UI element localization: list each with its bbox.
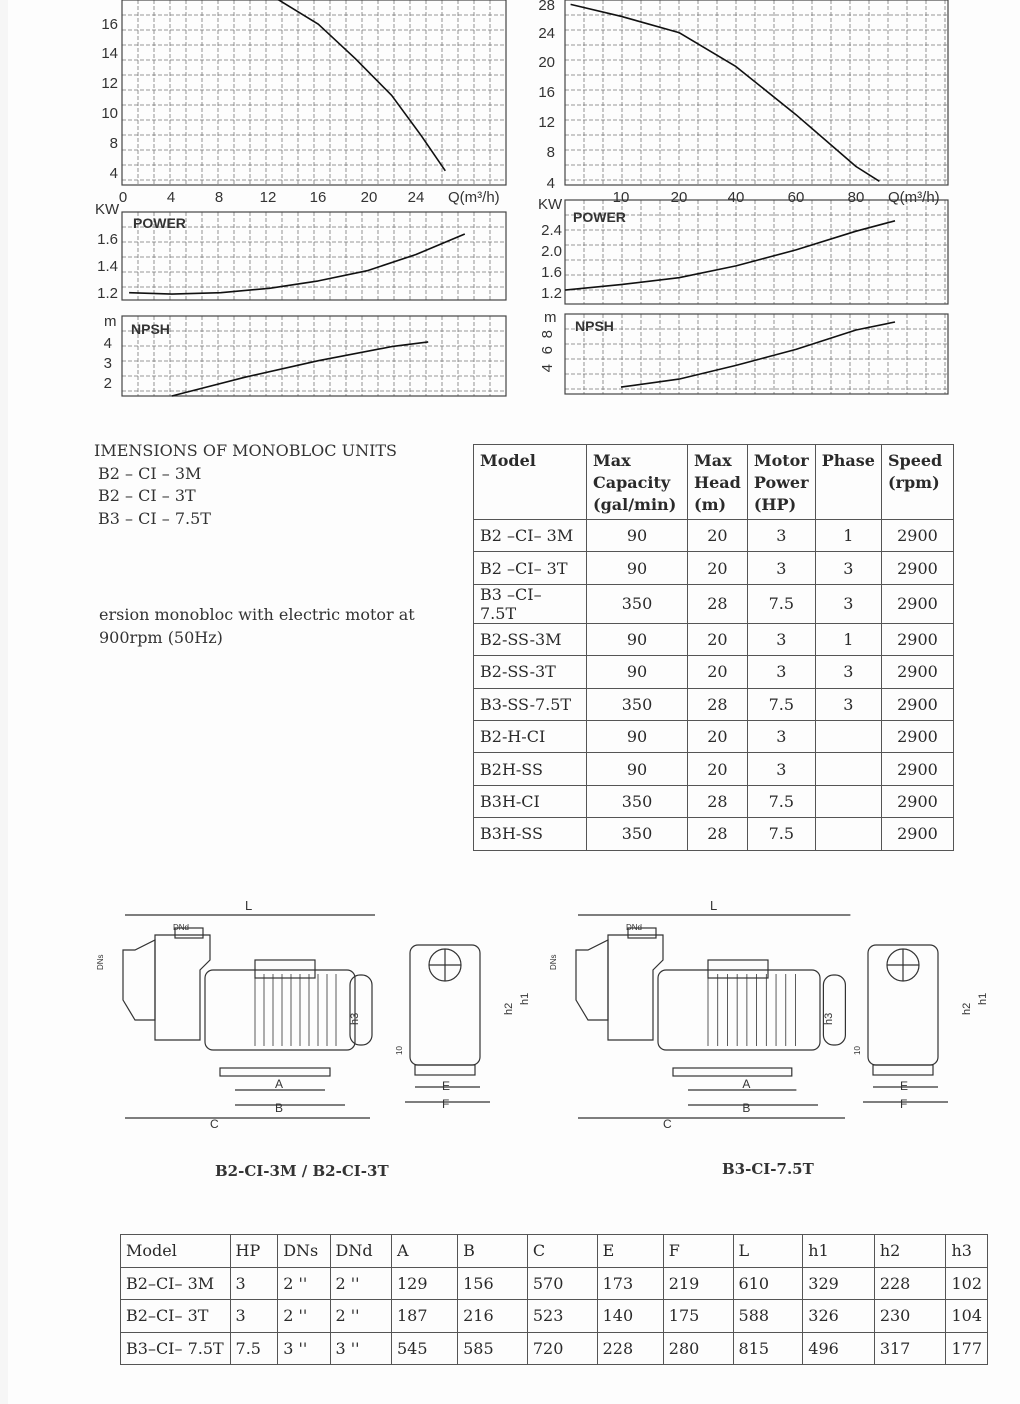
table-cell: 585 [458,1332,528,1365]
table-cell: 7.5 [747,688,815,720]
terminal-box [708,960,768,978]
model-line: B3 – CI – 7.5T [98,508,211,528]
y-tick-label: 12 [538,114,555,131]
dimension-label: E [900,1079,909,1093]
y-tick-label: 4 [103,335,112,352]
series-line [565,221,895,290]
column-header: h1 [803,1235,875,1268]
column-header: h3 [946,1235,988,1268]
table-cell: 90 [587,552,688,584]
series-line [571,4,880,181]
dimension-label: h1 [977,992,989,1005]
column-header: F [663,1235,733,1268]
column-header: E [597,1235,663,1268]
table-row [474,656,954,688]
table-cell [815,753,881,785]
pump-drawing [576,915,948,1118]
series-line [239,0,445,171]
table-cell: 90 [587,656,688,688]
panel-name: POWER [573,209,626,225]
table-cell: B3–CI– 7.5T [121,1332,231,1365]
x-tick-label: 60 [787,189,805,206]
table-row [121,1332,988,1365]
table-row [474,688,954,720]
table-cell: 350 [587,688,688,720]
table-row [474,753,954,785]
motor-fan-cover [823,975,845,1045]
table-cell: 1 [815,623,881,655]
table-cell: 2900 [881,818,953,850]
table-cell: 28 [688,584,748,623]
y-tick-label: 16 [538,84,555,101]
column-header: Max Capacity (gal/min) [587,445,688,520]
base-plate [220,1068,330,1076]
table-cell: 7.5 [230,1332,278,1365]
dimension-label: B [275,1101,284,1115]
table-cell: 588 [733,1300,803,1333]
x-axis-label: Q(m³/h) [888,189,940,206]
table-row [474,785,954,817]
table-cell: 2900 [881,688,953,720]
panel-name: NPSH [575,318,614,334]
motor-fan-cover [350,975,372,1045]
table-cell: 280 [663,1332,733,1365]
table-row [474,584,954,623]
table-cell: 173 [597,1267,663,1300]
pump-drawing [123,915,490,1118]
y-tick-label: 8 [546,144,555,161]
y-tick-label: 4 [109,165,118,182]
dimension-label: B [742,1101,751,1115]
table-cell: B2 –CI– 3M [474,520,587,552]
table-header-row [121,1235,988,1268]
dimension-label: L [245,898,253,913]
table-cell: 2900 [881,656,953,688]
panel-name: NPSH [131,321,170,337]
table-cell: 570 [527,1267,597,1300]
table-cell: 187 [391,1300,457,1333]
y-tick-label: 8 [539,330,556,339]
table-cell: B2-SS-3M [474,623,587,655]
performance-chart-b3 [530,0,960,402]
x-tick-label: 12 [259,189,277,206]
table-cell: 2 '' [278,1267,330,1300]
table-cell: 496 [803,1332,875,1365]
column-header: DNs [278,1235,330,1268]
table-cell: 3 [747,552,815,584]
table-header-row [474,445,954,520]
table-cell: 177 [946,1332,988,1365]
table-cell: 3 [747,520,815,552]
y-tick-label: 2.4 [541,222,562,239]
x-tick-label: 10 [612,189,630,206]
dimension-label: A [742,1077,751,1091]
table-cell: 3 [815,584,881,623]
table-row [121,1267,988,1300]
dimension-label: DNd [626,923,643,932]
table-cell: 3 [747,720,815,752]
dimension-label: E [442,1079,451,1093]
version-note-line: ersion monobloc with electric motor at [99,605,415,624]
table-row [474,623,954,655]
table-cell: B3-SS-7.5T [474,688,587,720]
y-tick-label: 1.2 [541,285,562,302]
table-cell: 7.5 [747,818,815,850]
y-axis-label: KW [95,201,120,218]
table-cell [815,785,881,817]
table-cell: 720 [527,1332,597,1365]
y-tick-label: 4 [546,175,555,192]
table-cell [815,720,881,752]
series-line [172,342,428,396]
table-cell: 228 [874,1267,946,1300]
y-tick-label: 1.4 [97,258,118,275]
table-cell: B2-SS-3T [474,656,587,688]
table-cell: 90 [587,720,688,752]
panel-frame [565,314,948,394]
table-cell: 2900 [881,584,953,623]
table-cell: 102 [946,1267,988,1300]
dimension-label: C [210,1117,219,1131]
y-tick-label: 2 [103,375,112,392]
dimension-label: A [275,1077,284,1091]
column-header: DNd [330,1235,391,1268]
panel-frame [565,0,948,185]
model-line: B2 – CI – 3T [98,486,196,505]
column-header: Motor Power (HP) [747,445,815,520]
table-row [121,1300,988,1333]
y-tick-label: 1.6 [97,231,118,248]
table-row [474,720,954,752]
pump-inlet [576,940,608,1020]
version-note [99,604,459,649]
pump-casing [608,935,663,1040]
y-tick-label: 3 [103,355,112,372]
dimension-label: 10 [853,1046,862,1055]
table-cell: 350 [587,584,688,623]
table-cell: 90 [587,623,688,655]
column-header: HP [230,1235,278,1268]
series-line [129,234,465,294]
table-cell: 610 [733,1267,803,1300]
table-cell: B3H-SS [474,818,587,850]
dimension-drawing-b2 [95,890,531,1140]
table-cell: 3 [230,1300,278,1333]
table-cell: 523 [527,1300,597,1333]
performance-chart-b2 [90,0,510,402]
table-cell: 129 [391,1267,457,1300]
y-tick-label: 6 [539,346,556,355]
y-tick-label: 16 [101,16,118,33]
dimension-label: h3 [349,1012,361,1025]
dimensions-heading [94,440,454,530]
table-cell: 216 [458,1300,528,1333]
table-cell: 228 [597,1332,663,1365]
y-tick-label: 8 [109,135,118,152]
y-tick-label: 4 [539,364,556,373]
specifications-table [473,444,954,851]
y-tick-label: 28 [538,0,555,14]
column-header: Max Head (m) [688,445,748,520]
x-tick-label: 24 [407,189,425,206]
table-cell: 28 [688,818,748,850]
side-foot [873,1065,933,1075]
pump-inlet [123,940,155,1020]
x-tick-label: 20 [670,189,688,206]
y-tick-label: 14 [101,45,118,62]
column-header: Model [474,445,587,520]
table-cell: 20 [688,656,748,688]
table-cell: 156 [458,1267,528,1300]
y-axis-label: m [544,309,557,326]
table-cell: 2 '' [330,1267,391,1300]
y-tick-label: 2.0 [541,243,562,260]
table-cell: 7.5 [747,785,815,817]
drawing-caption: B2-CI-3M / B2-CI-3T [215,1162,389,1180]
side-foot [415,1065,475,1075]
table-cell: 7.5 [747,584,815,623]
dimension-drawing-b3 [548,890,1008,1140]
table-row [474,818,954,850]
table-cell: 3 [747,623,815,655]
dimensions-table [120,1234,988,1365]
dimension-label: DNs [549,954,558,970]
table-cell: B3H-CI [474,785,587,817]
table-cell: 329 [803,1267,875,1300]
table-cell: 3 [815,688,881,720]
column-header: C [527,1235,597,1268]
table-cell: 3 [230,1267,278,1300]
table-cell: 140 [597,1300,663,1333]
y-axis-label: KW [538,196,563,213]
table-cell: 20 [688,753,748,785]
column-header: A [391,1235,457,1268]
column-header: Speed (rpm) [881,445,953,520]
motor-body [205,970,355,1050]
pump-casing [155,935,210,1040]
table-cell: 350 [587,785,688,817]
dimension-label: h3 [823,1012,836,1025]
dimension-label: h2 [503,1002,515,1015]
table-cell: 28 [688,688,748,720]
table-cell: 2900 [881,623,953,655]
table-cell: 2900 [881,552,953,584]
x-tick-label: 4 [166,189,176,206]
table-cell: B2–CI– 3T [121,1300,231,1333]
table-cell: 175 [663,1300,733,1333]
y-tick-label: 12 [101,75,118,92]
table-cell: 3 [747,753,815,785]
table-cell: 317 [874,1332,946,1365]
table-cell: 20 [688,552,748,584]
column-header: Model [121,1235,231,1268]
table-cell: B2H-SS [474,753,587,785]
table-row [474,520,954,552]
table-row [474,552,954,584]
table-cell: 2900 [881,785,953,817]
dimension-label: h2 [961,1002,973,1015]
table-cell: 3 [815,656,881,688]
drawing-caption: B3-CI-7.5T [722,1160,814,1178]
version-note-line: 900rpm (50Hz) [99,627,223,647]
table-cell: 104 [946,1300,988,1333]
column-header: h2 [874,1235,946,1268]
dimension-label: h1 [519,992,531,1005]
x-axis-label: Q(m³/h) [448,189,500,206]
column-header: L [733,1235,803,1268]
table-cell: 2900 [881,720,953,752]
x-tick-label: 20 [360,189,378,206]
dimension-label: 10 [395,1046,404,1055]
base-plate [673,1068,792,1076]
y-tick-label: 1.2 [97,285,118,302]
y-tick-label: 10 [101,105,118,122]
y-axis-label: m [104,313,117,330]
model-line: B2 – CI – 3M [98,463,202,483]
table-cell: B2 –CI– 3T [474,552,587,584]
table-cell: B2-H-CI [474,720,587,752]
table-cell: 230 [874,1300,946,1333]
column-header: Phase [815,445,881,520]
table-cell: 3 '' [330,1332,391,1365]
dimension-label: L [710,898,718,913]
table-cell: 326 [803,1300,875,1333]
y-tick-label: 1.6 [541,264,562,281]
table-cell: B2–CI– 3M [121,1267,231,1300]
panel-name: POWER [133,215,186,231]
x-tick-label: 8 [214,189,224,206]
table-cell: 3 [815,552,881,584]
table-cell: 219 [663,1267,733,1300]
table-cell: 20 [688,623,748,655]
table-cell: 20 [688,520,748,552]
table-cell: 2 '' [330,1300,391,1333]
x-tick-label: 80 [847,189,865,206]
series-line [621,322,895,387]
table-cell: 2 '' [278,1300,330,1333]
dimension-label: F [900,1097,908,1111]
table-cell: 20 [688,720,748,752]
x-tick-label: 0 [118,189,128,206]
dimensions-title: IMENSIONS OF MONOBLOC UNITS [94,441,398,460]
table-cell: 90 [587,753,688,785]
table-cell: 2900 [881,753,953,785]
table-cell: 545 [391,1332,457,1365]
y-tick-label: 24 [538,25,555,42]
table-cell: 3 '' [278,1332,330,1365]
table-cell: 90 [587,520,688,552]
table-cell: 815 [733,1332,803,1365]
dimension-label: C [663,1117,672,1131]
dimension-label: DNd [173,923,190,932]
dimension-label: F [442,1097,450,1111]
table-cell: B3 –CI– 7.5T [474,584,587,623]
table-cell [815,818,881,850]
column-header: B [458,1235,528,1268]
table-cell: 3 [747,656,815,688]
y-tick-label: 20 [538,54,555,71]
table-cell: 2900 [881,520,953,552]
table-cell: 1 [815,520,881,552]
dimension-label: DNs [96,954,105,970]
x-tick-label: 16 [309,189,327,206]
table-cell: 28 [688,785,748,817]
scan-edge [0,0,8,1404]
table-cell: 350 [587,818,688,850]
x-tick-label: 40 [727,189,745,206]
